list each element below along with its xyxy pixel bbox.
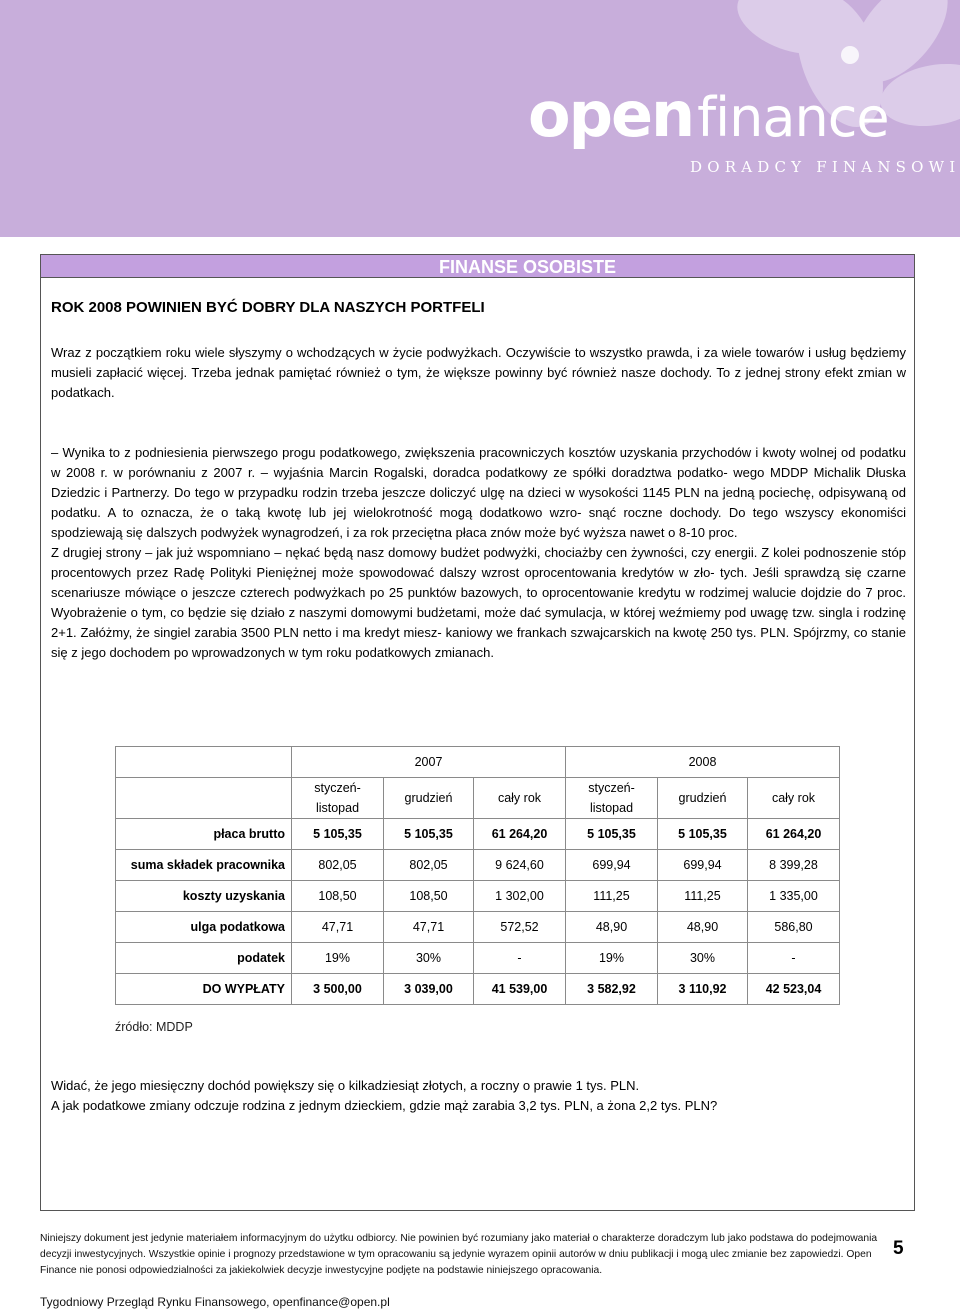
table-cell: 3 500,00 [292,974,384,1005]
table-cell: 3 582,92 [566,974,658,1005]
table-cell: 802,05 [292,850,384,881]
table-cell: 48,90 [566,912,658,943]
table-cell: 3 039,00 [384,974,474,1005]
table-cell: 1 302,00 [474,881,566,912]
table-source: źródło: MDDP [115,1020,193,1034]
article-closing [51,1076,906,1116]
year-header-2008: 2008 [566,747,840,778]
table-cell: 1 335,00 [748,881,840,912]
table-cell: 61 264,20 [474,819,566,850]
table-cell: 5 105,35 [292,819,384,850]
logo-open-text: open [528,78,694,151]
table-cell: 9 624,60 [474,850,566,881]
article-body-paragraph-2: Z drugiej strony – jak już wspomniano – nękać będą nasz domowy budżet podwyżki, chociażby cen żywności, czy energii. Z kolei podnoszenie stóp procentowych przez Radę Polityki Pieniężnej może spowodować dalszy wzrost oprocentowania kredytów w zło- tych. Jeśli sprawdzą się czarne scenariusze mówiące o jeszcze czterech podwyżkach po 25 punktów bazowych, to oprocentowanie kredytu w rodzimej walucie dojdzie do 7 proc. Wyobrażenie o tym, co będzie się działo z naszymi domowymi budżetami, może dać symulacja, w której weźmiemy pod uwagę tzw. singla i rodzinę 2+1. Załóżmy, że singiel zarabia 3500 PLN netto i ma kredyt miesz- kaniowy we frankach szwajcarskich na kwotę 250 tys. PLN. Spójrzmy, co stanie się z jego dochodem po wprowadzonych w tym roku podatkowych zmianach. [51,545,906,660]
income-comparison-table [115,746,840,1005]
table-row [116,881,840,912]
table-row [116,974,840,1005]
footer-disclaimer: Niniejszy dokument jest jedynie materiałem informacyjnym do użytku odbiorcy. Nie powinien być rozumiany jako materiał o charakterze doradczym lub jako podstawa do podejmowania decyzji inwestycyjnych. Wszystkie opinie i prognozy przedstawione w tym opracowaniu są jedynie wyrazem opinii autorów w dniu publikacji i mogą ulec zmianie bez zapowiedzi. Open Finance nie ponosi odpowiedzialności za jakiekolwiek decyzje inwestycyjne podjęte na podstawie niniejszego opracowania. [40,1233,878,1276]
row-label: suma składek pracownika [116,850,292,881]
table-cell: 8 399,28 [748,850,840,881]
article-intro: Wraz z początkiem roku wiele słyszymy o wchodzących w życie podwyżkach. Oczywiście to wszystko prawda, i za wiele towarów i usług będziemy musieli zapłacić więcej. Trzeba jednak pamiętać również o tym, że większe powinny być również nasze dochody. To z jednej strony efekt zmian w podatkach. [51,345,906,400]
table-cell: 3 110,92 [658,974,748,1005]
table-cell: 5 105,35 [384,819,474,850]
table-cell: 572,52 [474,912,566,943]
table-cell: 41 539,00 [474,974,566,1005]
footer-publication: Tygodniowy Przegląd Rynku Finansowego, openfinance@open.pl [40,1295,390,1309]
table-corner-cell [116,747,292,778]
table-cell: 699,94 [566,850,658,881]
article-body [51,443,906,663]
table-cell: - [748,943,840,974]
article-frame [40,254,915,1211]
table-cell: 47,71 [384,912,474,943]
table-cell: 586,80 [748,912,840,943]
table-row [116,943,840,974]
closing-line-2: A jak podatkowe zmiany odczuje rodzina z jednym dzieckiem, gdzie mąż zarabia 3,2 tys. PLN, a żona 2,2 tys. PLN? [51,1098,718,1113]
table-cell: 48,90 [658,912,748,943]
section-bar [41,255,914,278]
period-header: cały rok [474,778,566,819]
table-row [116,850,840,881]
logo-tagline: DORADCY FINANSOWI [690,158,960,176]
table-cell: 19% [566,943,658,974]
logo-finance-text: finance [697,86,889,149]
table-cell: 47,71 [292,912,384,943]
table-cell: 30% [658,943,748,974]
page-number: 5 [893,1238,904,1259]
period-header: styczeń-listopad [566,778,658,819]
table-cell: 108,50 [384,881,474,912]
article-body-paragraph-1: – Wynika to z podniesienia pierwszego progu podatkowego, zwiększenia pracowniczych kosztów uzyskania przychodów i kwoty wolnej od podatku w 2008 r. w porównaniu z 2007 r. – wyjaśnia Marcin Rogalski, doradca podatkowy ze spółki doradztwa podatko- wego MDDP Michalik Dłuska Dziedzic i Partnerzy. Do tego w przypadku rodzin trzeba jeszcze doliczyć ulgę na dzieci w wysokości 1145 PLN na jedną pociechę, odpisywaną od podatku. A to oznacza, że o taką kwotę lub jej wielokrotność mogą dodatkowo wzro- snąć roczne dochody. Do tego wszyscy ekonomiści spodziewają się dalszych podwyżek wynagrodzeń, i za rok przeciętna płaca znów może być wyższa nawet o 8-10 proc. [51,445,906,540]
section-label: FINANSE OSOBISTE [438,257,617,277]
table-cell: 111,25 [566,881,658,912]
table-cell: 61 264,20 [748,819,840,850]
table-cell: 111,25 [658,881,748,912]
period-header: styczeń-listopad [292,778,384,819]
table-cell: 5 105,35 [566,819,658,850]
article-title: ROK 2008 POWINIEN BYĆ DOBRY DLA NASZYCH PORTFELI [51,299,485,316]
table-cell: 802,05 [384,850,474,881]
open-finance-logo [528,78,889,151]
table-cell: 42 523,04 [748,974,840,1005]
year-header-2007: 2007 [292,747,566,778]
table-cell: 30% [384,943,474,974]
table-cell: 699,94 [658,850,748,881]
row-label: DO WYPŁATY [116,974,292,1005]
table-cell: 19% [292,943,384,974]
row-label: ulga podatkowa [116,912,292,943]
period-header: grudzień [658,778,748,819]
table-cell: 5 105,35 [658,819,748,850]
row-label: koszty uzyskania [116,881,292,912]
table-cell: 108,50 [292,881,384,912]
period-header: grudzień [384,778,474,819]
table-corner-cell [116,778,292,819]
row-label: płaca brutto [116,819,292,850]
table-row [116,819,840,850]
table-row [116,912,840,943]
closing-line-1: Widać, że jego miesięczny dochód powiększy się o kilkadziesiąt złotych, a roczny o prawie 1 tys. PLN. [51,1078,640,1093]
period-header: cały rok [748,778,840,819]
table-cell: - [474,943,566,974]
row-label: podatek [116,943,292,974]
page-header [0,0,960,237]
